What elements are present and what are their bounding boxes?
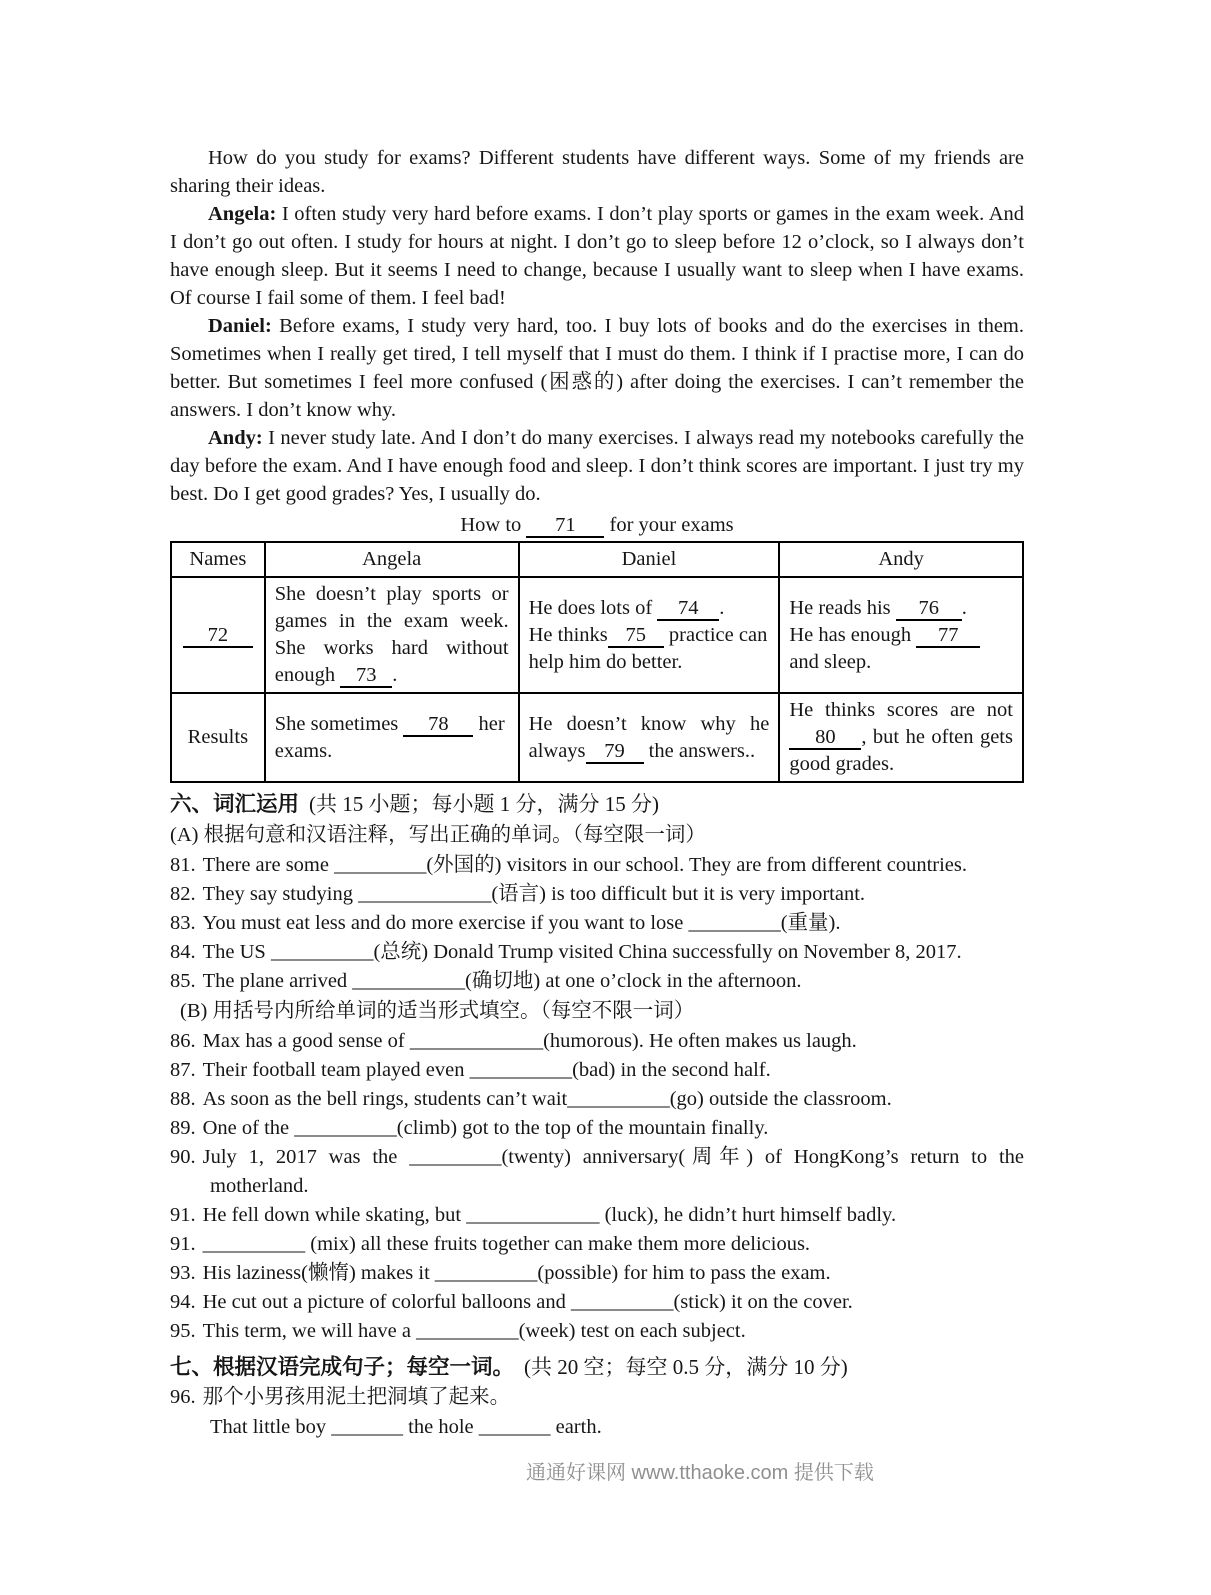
answer-blank-75: 75 — [608, 625, 664, 648]
answer-blank-72: 72 — [183, 625, 253, 648]
item-text: As soon as the bell rings, students can’t wait__________(go) outside the classroom. — [202, 1088, 892, 1110]
footer-watermark: 通通好课网 www.tthaoke.com 提供下载 — [526, 1462, 874, 1484]
vocab-item-89 — [170, 1114, 1024, 1143]
table-header-daniel: Daniel — [519, 542, 780, 577]
table-cell-angela-how: She doesn’t play sports or games in the exam week. She works hard without enough 73 . — [265, 577, 519, 693]
speaker-text-angela: I often study very hard before exams. I don’t play sports or games in the exam week. And I don’t go out often. I study for hours at night. I don’t go to sleep before 12 o’clock, so I always don’t have enough sleep. But it seems I need to change, because I usually want to sleep when I have exams. Of course I fail some of them. I feel bad! — [170, 203, 1025, 309]
passage-intro: How do you study for exams? Different students have different ways. Some of my friends are sharing their ideas. — [170, 147, 1024, 197]
vocab-item-85 — [170, 967, 1024, 996]
item-number: 91. — [170, 1204, 196, 1226]
answer-blank-73: 73 — [340, 665, 392, 688]
item-number: 91. — [170, 1233, 196, 1255]
answer-blank-76: 76 — [896, 598, 962, 621]
vocab-item-87 — [170, 1056, 1024, 1085]
item-number: 85. — [170, 970, 196, 992]
section6-part-a-instruction: (A) 根据句意和汉语注释，写出正确的单词。（每空限一词） — [170, 824, 706, 846]
speaker-name-angela: Angela: — [208, 203, 277, 225]
table-row-how — [171, 577, 1023, 693]
exam-content — [170, 144, 1024, 1485]
item-number: 93. — [170, 1262, 196, 1284]
section7-score-note: (共 20 空；每空 0.5 分，满分 10 分) — [524, 1355, 848, 1379]
vocab-item-90 — [170, 1143, 1024, 1201]
passage-paragraph-daniel — [170, 312, 1024, 424]
item-text: The US __________(总统) Donald Trump visited China successfully on November 8, 2017. — [202, 941, 962, 963]
item-text: His laziness(懒惰) makes it __________(possible) for him to pass the exam. — [202, 1262, 831, 1284]
vocab-item-94 — [170, 1288, 1024, 1317]
table-header-row — [171, 542, 1023, 577]
section6-part-b-instruction: (B) 用括号内所给单词的适当形式填空。（每空不限一词） — [180, 1000, 695, 1022]
table-caption: How to 71 for your exams — [460, 514, 734, 536]
item-text: __________ (mix) all these fruits together can make them more delicious. — [202, 1233, 811, 1255]
item-text: He fell down while skating, but _____________ (luck), he didn’t hurt himself badly. — [202, 1204, 897, 1226]
item-text: You must eat less and do more exercise if you want to lose _________(重量). — [202, 912, 841, 934]
item-text: July 1, 2017 was the _________(twenty) anniversary(周年) of HongKong’s return to the motherland. — [202, 1146, 1024, 1197]
table-cell-angela-results: She sometimes 78 her exams. — [265, 693, 519, 782]
item-text: They say studying _____________(语言) is too difficult but it is very important. — [202, 883, 866, 905]
vocab-item-91-luck — [170, 1201, 1024, 1230]
section6-score-note: (共 15 小题；每小题 1 分，满分 15 分) — [309, 792, 660, 816]
table-header-angela: Angela — [265, 542, 519, 577]
item-number: 89. — [170, 1117, 196, 1139]
item-text: The plane arrived ___________(确切地) at one o’clock in the afternoon. — [202, 970, 802, 992]
item-number: 81. — [170, 854, 196, 876]
speaker-name-daniel: Daniel: — [208, 315, 272, 337]
table-cell-results-label: Results — [171, 693, 265, 782]
item-number: 88. — [170, 1088, 196, 1110]
table-header-names: Names — [171, 542, 265, 577]
item-number: 83. — [170, 912, 196, 934]
section6-heading — [170, 788, 1024, 820]
item-number: 95. — [170, 1320, 196, 1342]
vocab-item-83 — [170, 909, 1024, 938]
vocab-item-82 — [170, 880, 1024, 909]
item-number: 94. — [170, 1291, 196, 1313]
vocab-item-93 — [170, 1259, 1024, 1288]
table-cell-daniel-how: He does lots of 74 . He thinks 75 practice can help him do better. — [519, 577, 780, 693]
exam-summary-table — [170, 541, 1024, 783]
answer-blank-71: 71 — [526, 515, 604, 538]
table-header-andy: Andy — [779, 542, 1023, 577]
section6-title: 六、词汇运用 — [170, 792, 300, 816]
table-cell-andy-results: He thinks scores are not 80 , but he often gets good grades. — [779, 693, 1023, 782]
vocab-item-81 — [170, 851, 1024, 880]
item-number: 87. — [170, 1059, 196, 1081]
item-text: He cut out a picture of colorful balloons and __________(stick) it on the cover. — [202, 1291, 853, 1313]
item-text: One of the __________(climb) got to the top of the mountain finally. — [202, 1117, 769, 1139]
item-number: 90. — [170, 1146, 196, 1168]
sentence-item-96-english: That little boy _______ the hole _______ earth. — [210, 1416, 602, 1438]
section7-title: 七、根据汉语完成句子；每空一词。 — [170, 1355, 515, 1379]
vocab-item-84 — [170, 938, 1024, 967]
table-cell-andy-how: He reads his 76 . He has enough 77 and sleep. — [779, 577, 1023, 693]
sentence-item-96-chinese — [170, 1383, 1024, 1412]
table-cell-daniel-results: He doesn’t know why he always 79 the answers.. — [519, 693, 780, 782]
item-number: 96. — [170, 1386, 196, 1408]
vocab-item-88 — [170, 1085, 1024, 1114]
item-text: 那个小男孩用泥土把洞填了起来。 — [202, 1386, 511, 1408]
vocab-item-86 — [170, 1027, 1024, 1056]
item-number: 82. — [170, 883, 196, 905]
table-row-results — [171, 693, 1023, 782]
vocab-item-95 — [170, 1317, 1024, 1346]
table-cell-blank-72 — [171, 577, 265, 693]
answer-blank-78: 78 — [403, 714, 473, 737]
item-text: Max has a good sense of _____________(humorous). He often makes us laugh. — [202, 1030, 857, 1052]
speaker-text-andy: I never study late. And I don’t do many exercises. I always read my notebooks carefully the day before the exam. And I have enough food and sleep. I don’t think scores are important. I just try my best. Do I get good grades? Yes, I usually do. — [170, 427, 1024, 505]
section7-heading — [170, 1351, 1024, 1383]
answer-blank-77: 77 — [916, 625, 980, 648]
item-number: 86. — [170, 1030, 196, 1052]
passage-paragraph-andy — [170, 424, 1024, 508]
item-text: This term, we will have a __________(week) test on each subject. — [202, 1320, 746, 1342]
passage-paragraph-angela — [170, 200, 1024, 312]
speaker-text-daniel: Before exams, I study very hard, too. I buy lots of books and do the exercises in them. Sometimes when I really get tired, I tell myself that I must do them. I think if I practise more, I can do better. But sometimes I feel more confused (困惑的) after doing the exercises. I can’t remember the answers. I don’t know why. — [170, 315, 1025, 421]
answer-blank-74: 74 — [657, 598, 719, 621]
speaker-name-andy: Andy: — [208, 427, 263, 449]
answer-blank-80: 80 — [789, 727, 861, 750]
vocab-item-91-mix — [170, 1230, 1024, 1259]
item-text: Their football team played even __________(bad) in the second half. — [202, 1059, 771, 1081]
item-text: There are some _________(外国的) visitors in our school. They are from different countries. — [202, 854, 968, 876]
item-number: 84. — [170, 941, 196, 963]
answer-blank-79: 79 — [586, 741, 644, 764]
